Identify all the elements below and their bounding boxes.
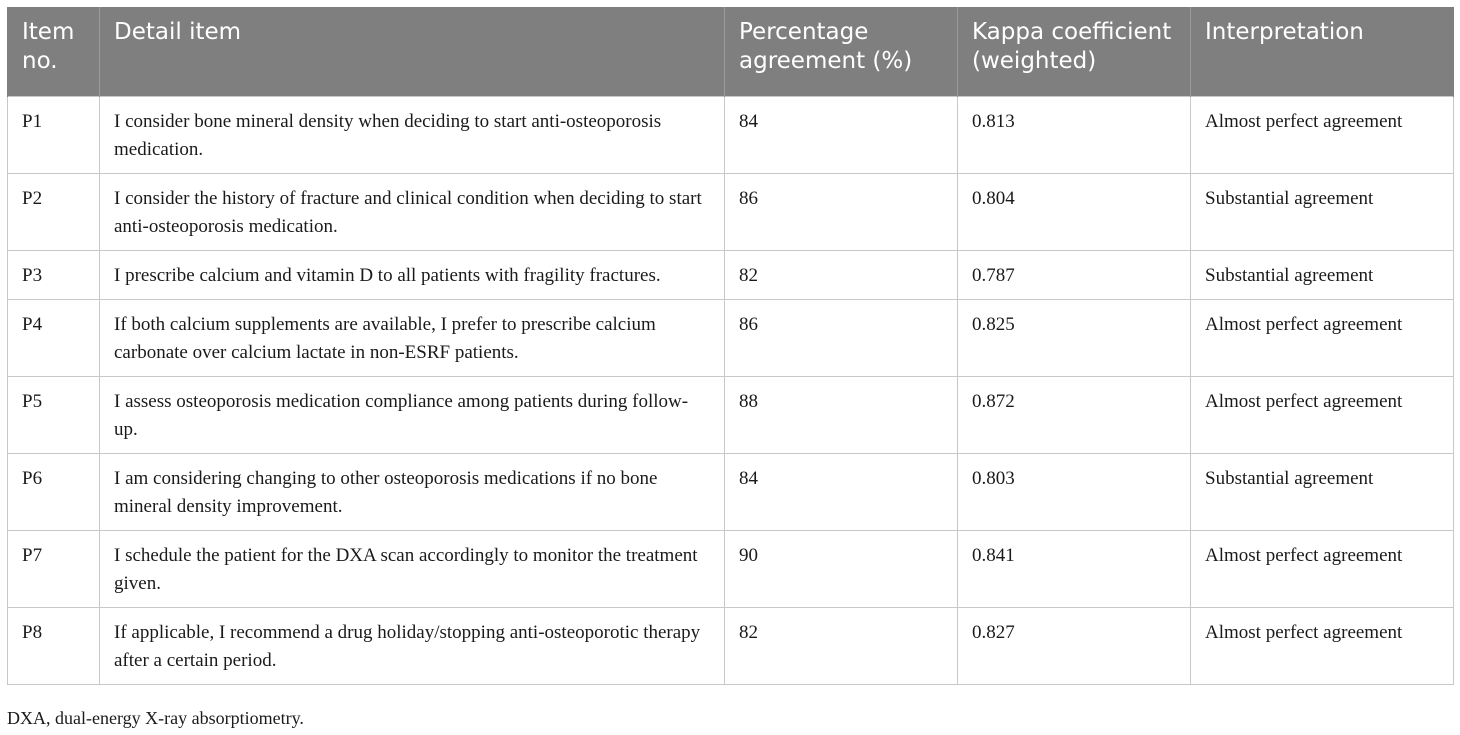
cell-percentage: 86 [725, 173, 958, 250]
cell-percentage: 88 [725, 376, 958, 453]
cell-interpretation: Substantial agreement [1191, 173, 1454, 250]
cell-detail-item: I prescribe calcium and vitamin D to all patients with fragility fractures. [100, 250, 725, 299]
cell-detail-item: I schedule the patient for the DXA scan accordingly to monitor the treatment given. [100, 530, 725, 607]
cell-kappa: 0.804 [958, 173, 1191, 250]
cell-item-no: P6 [8, 453, 100, 530]
cell-kappa: 0.825 [958, 299, 1191, 376]
table-row [8, 250, 1454, 299]
header-kappa-coefficient: Kappa coefficient (weighted) [958, 7, 1191, 96]
cell-interpretation: Almost perfect agreement [1191, 299, 1454, 376]
table-footnote: DXA, dual-energy X-ray absorptiometry. [7, 708, 304, 728]
cell-item-no: P1 [8, 96, 100, 173]
cell-detail-item: I consider bone mineral density when deciding to start anti-osteoporosis medication. [100, 96, 725, 173]
cell-interpretation: Substantial agreement [1191, 250, 1454, 299]
cell-detail-item: If applicable, I recommend a drug holiday/stopping anti-osteoporotic therapy after a certain period. [100, 607, 725, 684]
cell-detail-item: I am considering changing to other osteoporosis medications if no bone mineral density improvement. [100, 453, 725, 530]
agreement-table-container [7, 7, 1453, 685]
cell-interpretation: Almost perfect agreement [1191, 607, 1454, 684]
cell-kappa: 0.841 [958, 530, 1191, 607]
table-row [8, 299, 1454, 376]
table-header [8, 7, 1454, 96]
table-row [8, 96, 1454, 173]
header-row [8, 7, 1454, 96]
agreement-table [7, 7, 1454, 685]
cell-interpretation: Substantial agreement [1191, 453, 1454, 530]
cell-item-no: P2 [8, 173, 100, 250]
table-row [8, 376, 1454, 453]
cell-percentage: 84 [725, 96, 958, 173]
cell-percentage: 86 [725, 299, 958, 376]
cell-detail-item: I assess osteoporosis medication compliance among patients during follow-up. [100, 376, 725, 453]
cell-kappa: 0.803 [958, 453, 1191, 530]
header-percentage-agreement: Percentage agreement (%) [725, 7, 958, 96]
cell-item-no: P7 [8, 530, 100, 607]
cell-item-no: P4 [8, 299, 100, 376]
table-body [8, 96, 1454, 684]
cell-percentage: 82 [725, 607, 958, 684]
cell-percentage: 84 [725, 453, 958, 530]
cell-kappa: 0.787 [958, 250, 1191, 299]
cell-item-no: P5 [8, 376, 100, 453]
cell-percentage: 82 [725, 250, 958, 299]
table-row [8, 607, 1454, 684]
cell-interpretation: Almost perfect agreement [1191, 376, 1454, 453]
cell-kappa: 0.827 [958, 607, 1191, 684]
table-row [8, 453, 1454, 530]
cell-item-no: P8 [8, 607, 100, 684]
cell-detail-item: If both calcium supplements are available, I prefer to prescribe calcium carbonate over calcium lactate in non-ESRF patients. [100, 299, 725, 376]
cell-kappa: 0.872 [958, 376, 1191, 453]
cell-item-no: P3 [8, 250, 100, 299]
cell-interpretation: Almost perfect agreement [1191, 530, 1454, 607]
cell-detail-item: I consider the history of fracture and clinical condition when deciding to start anti-osteoporosis medication. [100, 173, 725, 250]
table-row [8, 530, 1454, 607]
header-detail-item: Detail item [100, 7, 725, 96]
header-item-no: Item no. [8, 7, 100, 96]
cell-percentage: 90 [725, 530, 958, 607]
header-interpretation: Interpretation [1191, 7, 1454, 96]
cell-kappa: 0.813 [958, 96, 1191, 173]
cell-interpretation: Almost perfect agreement [1191, 96, 1454, 173]
table-row [8, 173, 1454, 250]
